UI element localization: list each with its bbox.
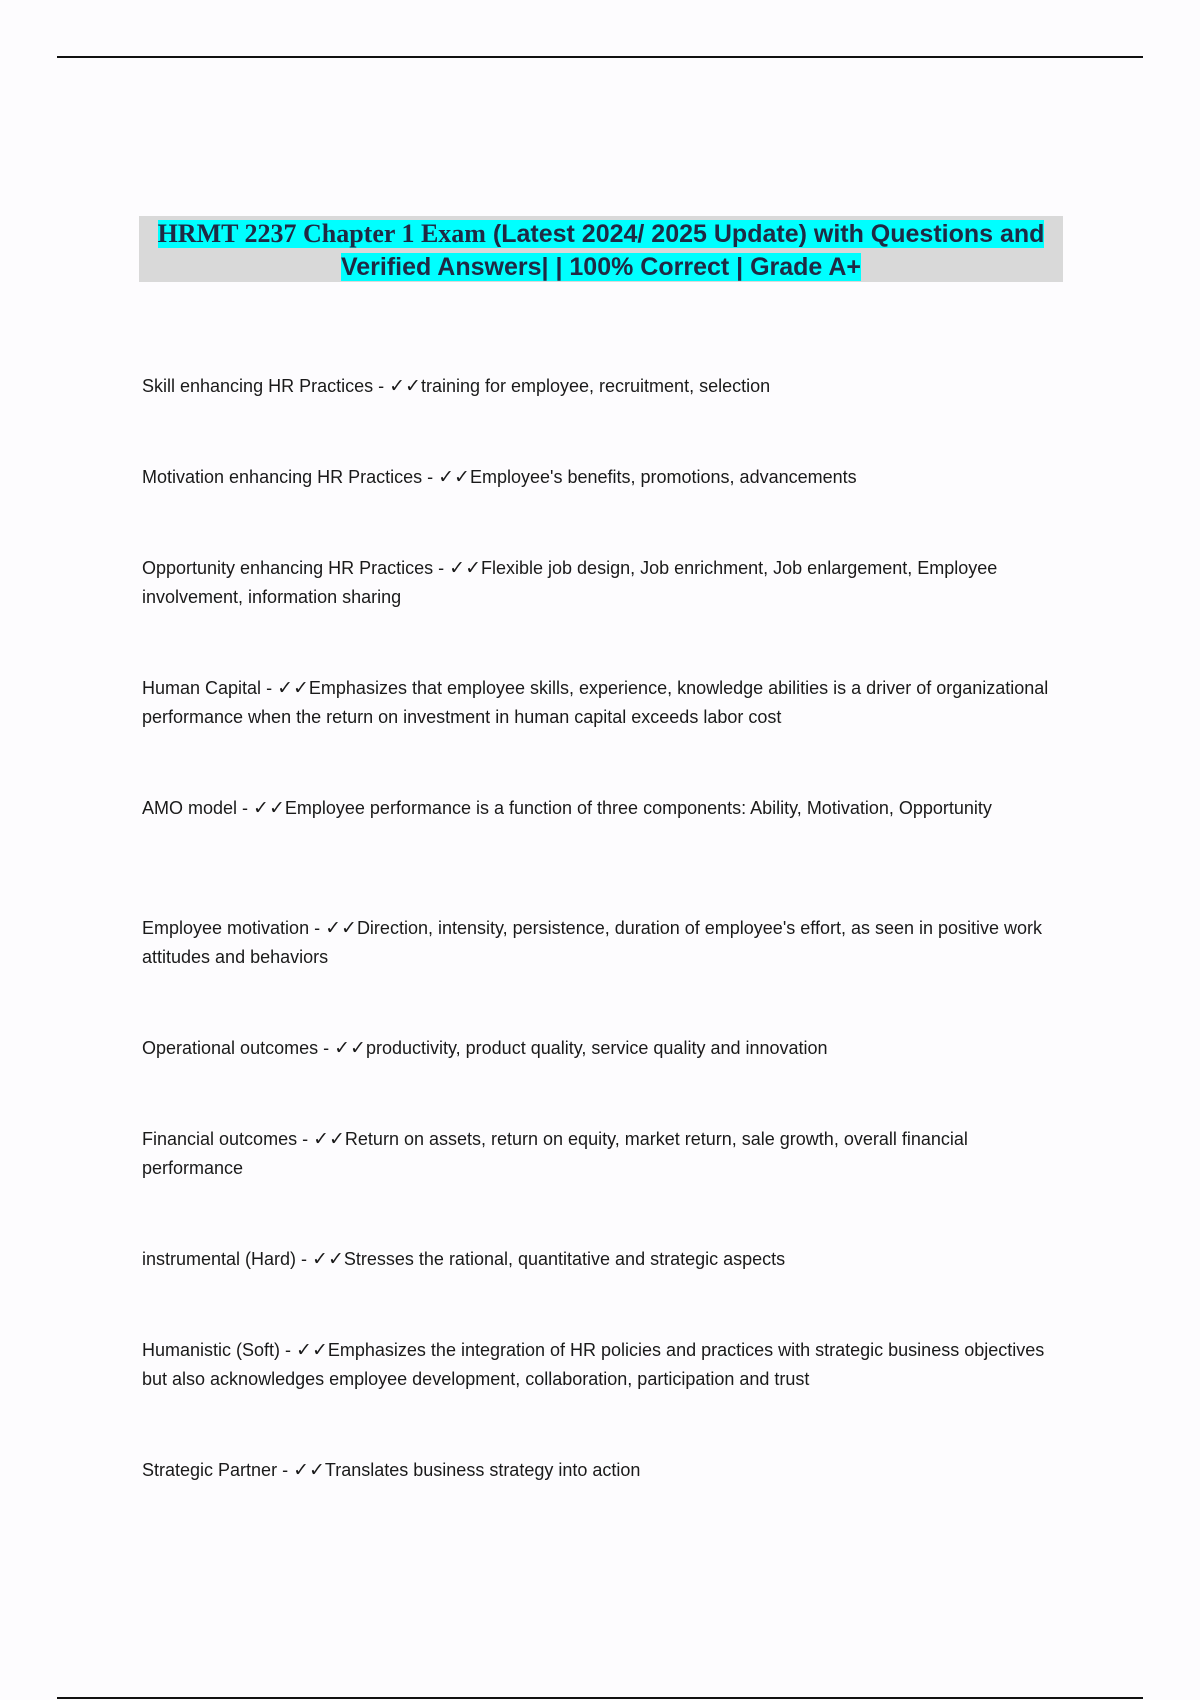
qa-item — [142, 914, 1072, 972]
double-check-icon: ✓✓ — [334, 1037, 366, 1059]
document-title — [139, 217, 1063, 284]
qa-item — [142, 1245, 1072, 1274]
double-check-icon: ✓✓ — [293, 1459, 325, 1481]
qa-definition: Emphasizes that employee skills, experience, knowledge abilities is a driver of organizational performance when the return on investment in human capital exceeds labor cost — [142, 678, 1049, 727]
double-check-icon: ✓✓ — [313, 1128, 345, 1150]
qa-item — [142, 554, 1072, 612]
qa-item — [142, 1034, 1072, 1063]
qa-term: instrumental (Hard) — [142, 1249, 297, 1269]
double-check-icon: ✓✓ — [325, 917, 357, 939]
qa-separator: - — [297, 1129, 314, 1149]
qa-definition: Flexible job design, Job enrichment, Job enlargement, Employee involvement, information sharing — [142, 558, 998, 607]
qa-item — [142, 674, 1072, 732]
qa-term: Strategic Partner — [142, 1460, 278, 1480]
qa-separator: - — [296, 1249, 313, 1269]
qa-item — [142, 1125, 1072, 1183]
qa-separator: - — [422, 467, 439, 487]
title-subtitle: (Latest 2024/ 2025 Update) with Questions and Verified Answers| | 100% Correct | Grade A+ — [340, 220, 1045, 281]
qa-term: Financial outcomes — [142, 1129, 298, 1149]
qa-definition: Return on assets, return on equity, market return, sale growth, overall financial performance — [142, 1129, 968, 1178]
double-check-icon: ✓✓ — [277, 677, 309, 699]
qa-item — [142, 794, 1072, 823]
bottom-rule — [57, 1697, 1143, 1699]
qa-definition: Employee performance is a function of three components: Ability, Motivation, Opportunity — [284, 798, 992, 818]
qa-definition: Employee's benefits, promotions, advancements — [469, 467, 857, 487]
qa-term: Employee motivation — [142, 918, 310, 938]
double-check-icon: ✓✓ — [389, 375, 421, 397]
qa-separator: - — [309, 918, 326, 938]
qa-separator: - — [261, 678, 278, 698]
qa-separator: - — [277, 1460, 294, 1480]
qa-item — [142, 463, 1072, 492]
qa-definition: productivity, product quality, service quality and innovation — [365, 1038, 828, 1058]
qa-item — [142, 1456, 1072, 1485]
qa-definition: Direction, intensity, persistence, duration of employee's effort, as seen in positive work attitudes and behaviors — [142, 918, 1043, 967]
qa-term: Motivation enhancing HR Practices — [142, 467, 423, 487]
qa-term: Human Capital — [142, 678, 262, 698]
qa-item — [142, 372, 1072, 401]
double-check-icon: ✓✓ — [449, 557, 481, 579]
top-rule — [57, 56, 1143, 58]
qa-term: Humanistic (Soft) — [142, 1340, 281, 1360]
qa-definition: Emphasizes the integration of HR policies and practices with strategic business objectives but also acknowledges employee development, collaboration, participation and trust — [142, 1340, 1045, 1389]
qa-separator: - — [237, 798, 254, 818]
qa-definition: Translates business strategy into action — [324, 1460, 641, 1480]
qa-term: Operational outcomes — [142, 1038, 319, 1058]
qa-definition: training for employee, recruitment, selection — [420, 376, 771, 396]
double-check-icon: ✓✓ — [253, 797, 285, 819]
qa-separator: - — [433, 558, 450, 578]
qa-separator: - — [373, 376, 390, 396]
qa-definition: Stresses the rational, quantitative and strategic aspects — [343, 1249, 786, 1269]
qa-term: Skill enhancing HR Practices — [142, 376, 374, 396]
qa-separator: - — [280, 1340, 297, 1360]
qa-term: Opportunity enhancing HR Practices — [142, 558, 434, 578]
title-course: HRMT 2237 Chapter 1 Exam — [157, 219, 486, 248]
double-check-icon: ✓✓ — [438, 466, 470, 488]
qa-item — [142, 1336, 1072, 1394]
double-check-icon: ✓✓ — [312, 1248, 344, 1270]
qa-separator: - — [318, 1038, 335, 1058]
double-check-icon: ✓✓ — [296, 1339, 328, 1361]
qa-term: AMO model — [142, 798, 238, 818]
